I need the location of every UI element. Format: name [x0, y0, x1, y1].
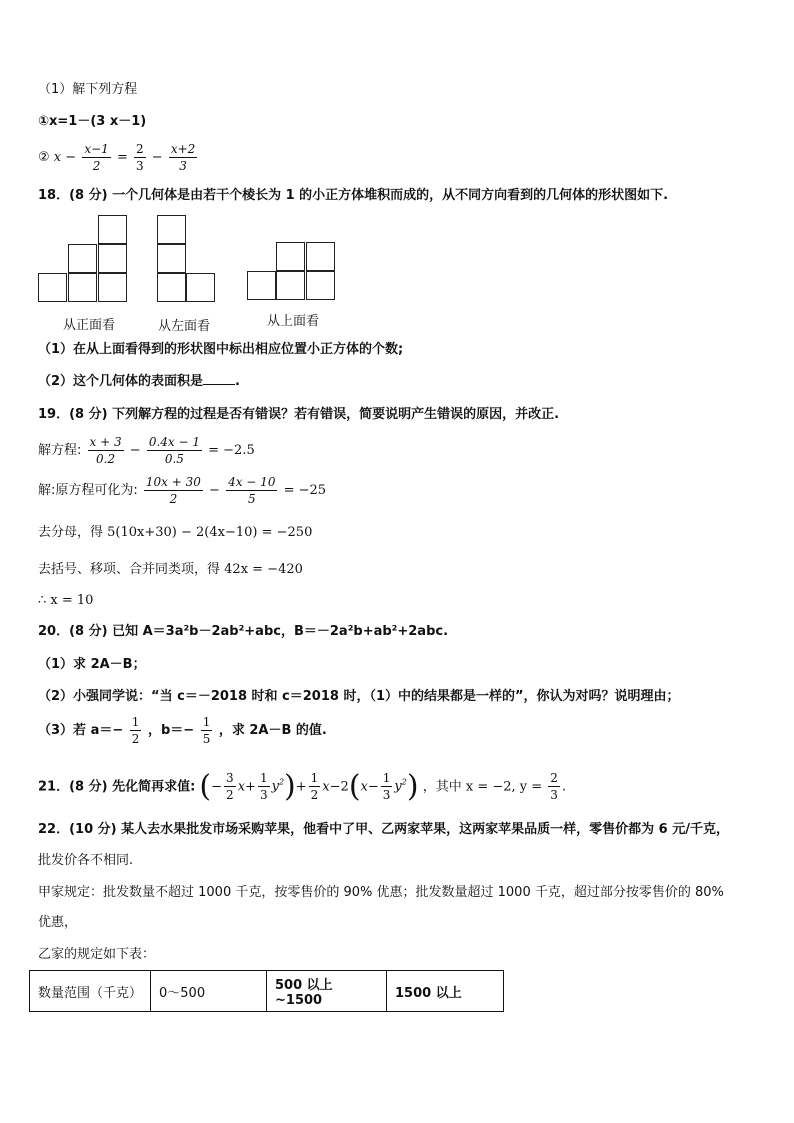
p21-frac-4 — [381, 770, 393, 803]
num: 1 — [202, 715, 211, 729]
p19-line-3 — [38, 523, 312, 543]
p21-frac-y — [548, 770, 560, 803]
p21-frac-1 — [224, 770, 236, 803]
eq2-frac-3 — [169, 141, 197, 174]
p19-l1-frac-2 — [147, 434, 202, 467]
equation-2-mark: ② — [38, 150, 50, 165]
left-view-label: 从左面看 — [158, 319, 211, 334]
num: 2 — [550, 771, 558, 786]
top-cell — [306, 271, 335, 300]
problem-22-line-1: 22．(10 分) 某人去水果批发市场采购苹果，他看中了甲、乙两家苹果，这两家苹果品质一样，零售价都为 6 元/千克， — [38, 822, 729, 837]
problem-21: 21．(8 分) 先化简再求值: (− $\frac{3}{2}$ x+ $\frac{1}{3}$ $y^2)+$ $\frac{1}{2}$ x−2(x− $\frac{1}{3}$ $y^2$) ，其中 x = −2, y = $\frac{2}{3}$ . — [38, 768, 567, 804]
table-cell: 数量范围（千克） — [30, 971, 151, 1012]
problem-22-line-5: 乙家的规定如下表： — [38, 947, 156, 962]
q3-frac-b — [201, 714, 213, 747]
num: 10x + 30 — [145, 475, 201, 489]
num: 0.4x − 1 — [148, 435, 200, 449]
p19-l2-label: 解:原方程可化为: — [38, 483, 138, 498]
left-cell — [157, 244, 186, 273]
eq2-frac-2-num: 2 — [135, 142, 144, 156]
left-view-figure — [157, 215, 217, 305]
front-view-label: 从正面看 — [63, 318, 116, 333]
p19-l2-frac-1 — [144, 474, 203, 507]
top-view-figure — [247, 242, 337, 302]
problem-20-title: 20．(8 分) 已知 A＝3a²b－2ab²+abc，B＝－2a²b+ab²+2abc. — [38, 624, 449, 639]
q2-end: . — [235, 374, 240, 389]
p21-frac-3 — [309, 770, 321, 803]
front-cell — [68, 244, 97, 273]
den: 3 — [550, 788, 558, 803]
p19-line-4 — [38, 560, 303, 580]
p19-line-5: ∴ x = 10 — [38, 593, 94, 608]
table-cell: 1500 以上 — [387, 971, 504, 1012]
problem-18-question-1: （1）在从上面看得到的形状图中标出相应位置小正方体的个数; — [38, 342, 404, 357]
num: 1 — [310, 771, 319, 786]
front-cell — [98, 215, 127, 244]
den: 5 — [247, 492, 256, 506]
front-cell — [98, 273, 127, 302]
problem-20-question-1: （1）求 2A－B； — [38, 657, 146, 672]
front-cell — [98, 244, 127, 273]
front-view-figure — [38, 215, 128, 305]
den: 3 — [259, 788, 268, 803]
p21-frac-2 — [258, 770, 270, 803]
num: 4x − 10 — [228, 475, 276, 489]
p19-l1-frac-1 — [88, 434, 124, 467]
equation-2: ② x − $\frac{x-1}{2}$ = $\frac{2}{3}$ − $\frac{x+2}{3}$ — [38, 142, 196, 173]
den: 2 — [169, 492, 178, 506]
top-cell — [276, 242, 305, 271]
top-cell — [276, 271, 305, 300]
q3-mid: ，b＝− — [147, 723, 195, 738]
table-cell: 0～500 — [151, 971, 267, 1012]
part1-heading: （1）解下列方程 — [38, 82, 138, 97]
eq2-frac-1-num: x−1 — [84, 142, 109, 156]
eq2-frac-3-den: 3 — [179, 159, 187, 173]
pricing-table — [29, 970, 504, 1012]
den: 5 — [202, 732, 211, 746]
front-cell — [68, 273, 97, 302]
p19-l4-label: 去括号、移项、合并同类项，得 — [38, 562, 221, 577]
problem-20-question-2: （2）小强同学说：“当 c＝－2018 时和 c＝2018 时，（1）中的结果都是一样的”，你认为对吗？说明理由； — [38, 689, 680, 704]
den: 0.2 — [96, 452, 116, 466]
q3-post: ，求 2A－B 的值. — [218, 723, 327, 738]
problem-22-line-4: 优惠， — [38, 915, 78, 930]
num: 1 — [259, 771, 268, 786]
den: 2 — [226, 788, 234, 803]
den: 2 — [310, 788, 319, 803]
eq2-frac-3-num: x+2 — [170, 142, 196, 156]
p21-condition: ，其中 x = −2, y = — [422, 779, 543, 795]
table-cell: 500 以上~1500 — [267, 971, 387, 1012]
problem-20-question-3 — [38, 712, 327, 750]
table-row — [30, 971, 504, 1012]
q3-frac-a — [130, 714, 142, 747]
top-view-label: 从上面看 — [267, 314, 320, 329]
eq2-x: x — [53, 150, 62, 165]
problem-18-question-2 — [38, 372, 240, 392]
p19-l3-label: 去分母，得 — [38, 525, 104, 540]
p21-end: . — [561, 779, 567, 795]
eq2-frac-2 — [134, 141, 146, 174]
problem-22-line-2: 批发价各不相同. — [38, 853, 134, 868]
num: 1 — [382, 771, 391, 786]
q3-pre: （3）若 a＝− — [38, 723, 124, 738]
answer-blank — [203, 372, 235, 385]
front-cell — [38, 273, 67, 302]
num: x + 3 — [89, 435, 122, 449]
left-cell — [157, 215, 186, 244]
num: 1 — [131, 715, 140, 729]
den: 3 — [382, 788, 391, 803]
eq2-frac-1-den: 2 — [92, 159, 101, 173]
p19-line-1: 解方程: $\frac{x + 3}{0.2}$ − $\frac{0.4x - 1}{0.5}$ = −2.5 — [38, 435, 255, 466]
equation-1: ①x=1－(3 x－1) — [38, 114, 147, 129]
top-cell — [247, 271, 276, 300]
problem-21-title: 21．(8 分) 先化简再求值: — [38, 779, 196, 795]
p19-l3-expr: 5(10x+30) − 2(4x−10) = −250 — [107, 525, 313, 540]
q2-text: （2）这个几何体的表面积是 — [38, 374, 204, 389]
p19-l4-expr: 42x = −420 — [224, 562, 303, 577]
left-cell — [157, 273, 186, 302]
den: 0.5 — [164, 452, 184, 466]
p19-l2-rhs: = −25 — [283, 483, 327, 498]
problem-22-line-3: 甲家规定：批发数量不超过 1000 千克，按零售价的 90% 优惠；批发数量超过 1000 千克，超过部分按零售价的 80% — [38, 885, 724, 900]
eq2-frac-2-den: 3 — [135, 159, 144, 173]
eq2-frac-1 — [82, 141, 110, 174]
num: 3 — [226, 771, 234, 786]
problem-19-title: 19．(8 分) 下列解方程的过程是否有错误？若有错误，简要说明产生错误的原因，并改正. — [38, 407, 560, 422]
p19-l1-rhs: = −2.5 — [208, 443, 255, 458]
p19-l2-frac-2 — [226, 474, 277, 507]
p19-l1-label: 解方程: — [38, 443, 82, 458]
p19-line-2: 解:原方程可化为: $\frac{10x + 30}{2}$ − $\frac{4x - 10}{5}$ = −25 — [38, 475, 327, 506]
left-cell — [186, 273, 215, 302]
top-cell — [306, 242, 335, 271]
den: 2 — [131, 732, 140, 746]
problem-18-title: 18．(8 分) 一个几何体是由若干个棱长为 1 的小正方体堆积而成的，从不同方向看到的几何体的形状图如下. — [38, 188, 669, 203]
